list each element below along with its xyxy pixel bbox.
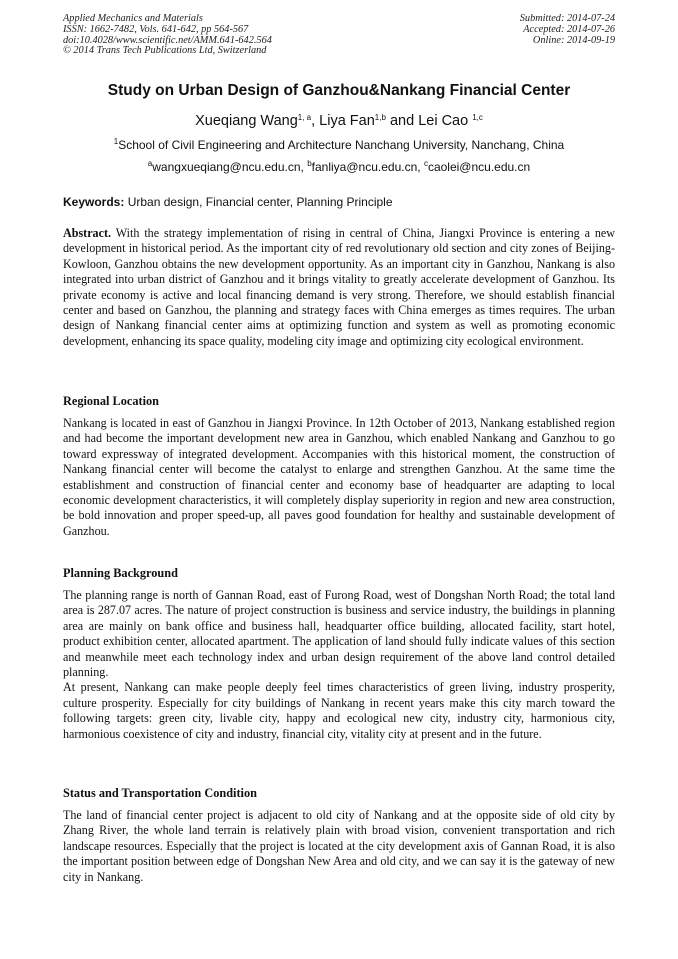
email-sup: b bbox=[307, 159, 312, 168]
paragraph: At present, Nankang can make people deeply feel times characteristics of green living, industry prosperity, culture prosperity. Especially for city buildings of Nankang in recent years make this city march toward the following targets: green city, livable city, happy and ecological new city, industry city, harmonious city, harmonious coexistence of city and industry, financial city, vitality city at present and in the future. bbox=[63, 680, 615, 741]
paragraph: Nankang is located in east of Ganzhou in Jiangxi Province. In 12th October of 2013, Nankang established region and had become the important development new area in Ganzhou, which enabled Nankang and Ganzhou to go toward expressway of integrated development. Accompanies with this historical moment, the construction of Nankang financial center will become the catalyst to enlarge and strengthen Ganzhou. At the same time the establishment and construction of financial center and economy base of headquarter are adapting to local economic development characteristics, it will completely display superiority in region and new area construction, be bold innovation and proper speed-up, all paves good foundation for healthy and sustainable development of Ganzhou. bbox=[63, 416, 615, 538]
journal-name: Applied Mechanics and Materials bbox=[63, 13, 203, 24]
author-name: Lei Cao bbox=[418, 113, 469, 129]
journal-issn: ISSN: 1662-7482, Vols. 641-642, pp 564-567 bbox=[63, 23, 249, 35]
email: caolei@ncu.edu.cn bbox=[427, 160, 531, 174]
section-heading: Status and Transportation Condition bbox=[63, 786, 257, 800]
section-heading: Regional Location bbox=[63, 394, 159, 408]
abstract bbox=[63, 226, 615, 349]
email-sup: c bbox=[423, 159, 428, 168]
author-name: Liya Fan bbox=[319, 113, 375, 129]
affiliation-sup: 1 bbox=[113, 137, 119, 146]
publication-dates bbox=[520, 14, 615, 46]
author-sup: 1,c bbox=[472, 113, 483, 122]
section-body bbox=[63, 808, 615, 885]
keywords bbox=[63, 195, 615, 209]
section-body bbox=[63, 416, 615, 539]
author-list: Xueqiang Wang$^{1, a}$, Liya Fan$^{1,b}$ and Lei Cao $^{1,c}$ bbox=[195, 113, 483, 129]
journal-info bbox=[63, 14, 272, 57]
submitted-date: Submitted: 2014-07-24 bbox=[519, 13, 615, 24]
journal-copyright: © 2014 Trans Tech Publications Ltd, Switzerland bbox=[63, 45, 267, 57]
author-emails bbox=[0, 160, 678, 174]
email: fanliya@ncu.edu.cn, bbox=[311, 160, 421, 174]
email-sup: a bbox=[147, 159, 153, 168]
abstract-text: With the strategy implementation of rising in central of China, Jiangxi Province is entering a new development in historical period. As the important city of red revolutionary old section and city zones of Beijing-Kowloon, Ganzhou obtains the new development opportunity. As an important city in Ganzhou, Nankang is also integrated into urban district of Ganzhou and it brings vitality to greatly accelerate development of Ganzhou. Its private economy is active and local financing demand is very strong. Therefore, we should establish financial center and based on Ganzhou, the planning and strategy faces with China emerges as times requires. The urban design of Nankang financial center aims at optimizing function and system as well as promoting economic development, enhancing its space quality, modeling city image and optimizing city ecological environment. bbox=[63, 226, 615, 348]
affiliation-text: School of Civil Engineering and Architecture Nanchang University, Nanchang, China bbox=[118, 138, 565, 152]
affiliation bbox=[0, 138, 678, 152]
section-heading: Planning Background bbox=[63, 566, 178, 580]
author-sup: 1, a bbox=[297, 113, 312, 122]
paragraph: The planning range is north of Gannan Road, east of Furong Road, west of Dongshan North Road; the total land area is 287.07 acres. The nature of project construction is business and service industry, the buildings in planning area are mainly on bank office and business hall, headquarter office building, allocated facility, start hotel, product exhibition center, allocated apartment. The application of land should fully indicate values of this section and meanwhile meet each technology index and urban design requirement of the above land control detailed planning. bbox=[63, 588, 615, 680]
accepted-date: Accepted: 2014-07-26 bbox=[523, 23, 615, 35]
abstract-label: Abstract. bbox=[63, 226, 112, 240]
journal-doi: doi:10.4028/www.scientific.net/AMM.641-642.564 bbox=[63, 34, 272, 46]
authors-and: and bbox=[389, 113, 415, 129]
section-body bbox=[63, 588, 615, 742]
online-date: Online: 2014-09-19 bbox=[532, 34, 615, 46]
author-sup: 1,b bbox=[374, 113, 386, 122]
email: wangxueqiang@ncu.edu.cn, bbox=[152, 160, 304, 174]
keywords-label: Keywords: bbox=[63, 195, 125, 209]
keywords-text: Urban design, Financial center, Planning Principle bbox=[127, 195, 393, 209]
author-name: Xueqiang Wang bbox=[195, 113, 298, 129]
paragraph: The land of financial center project is adjacent to old city of Nankang and at the opposite side of old city by Zhang River, the whole land terrain is relatively plain with broad vision, convenient transportation and rich landscape resources. Especially that the project is located at the city development axis of Gannan Road, it is also the important position between edge of Dongshan New Area and old city, and we can say it is the gateway of new city in Nankang. bbox=[63, 808, 615, 884]
paper-title: Study on Urban Design of Ganzhou&Nankang Financial Center bbox=[107, 82, 571, 99]
